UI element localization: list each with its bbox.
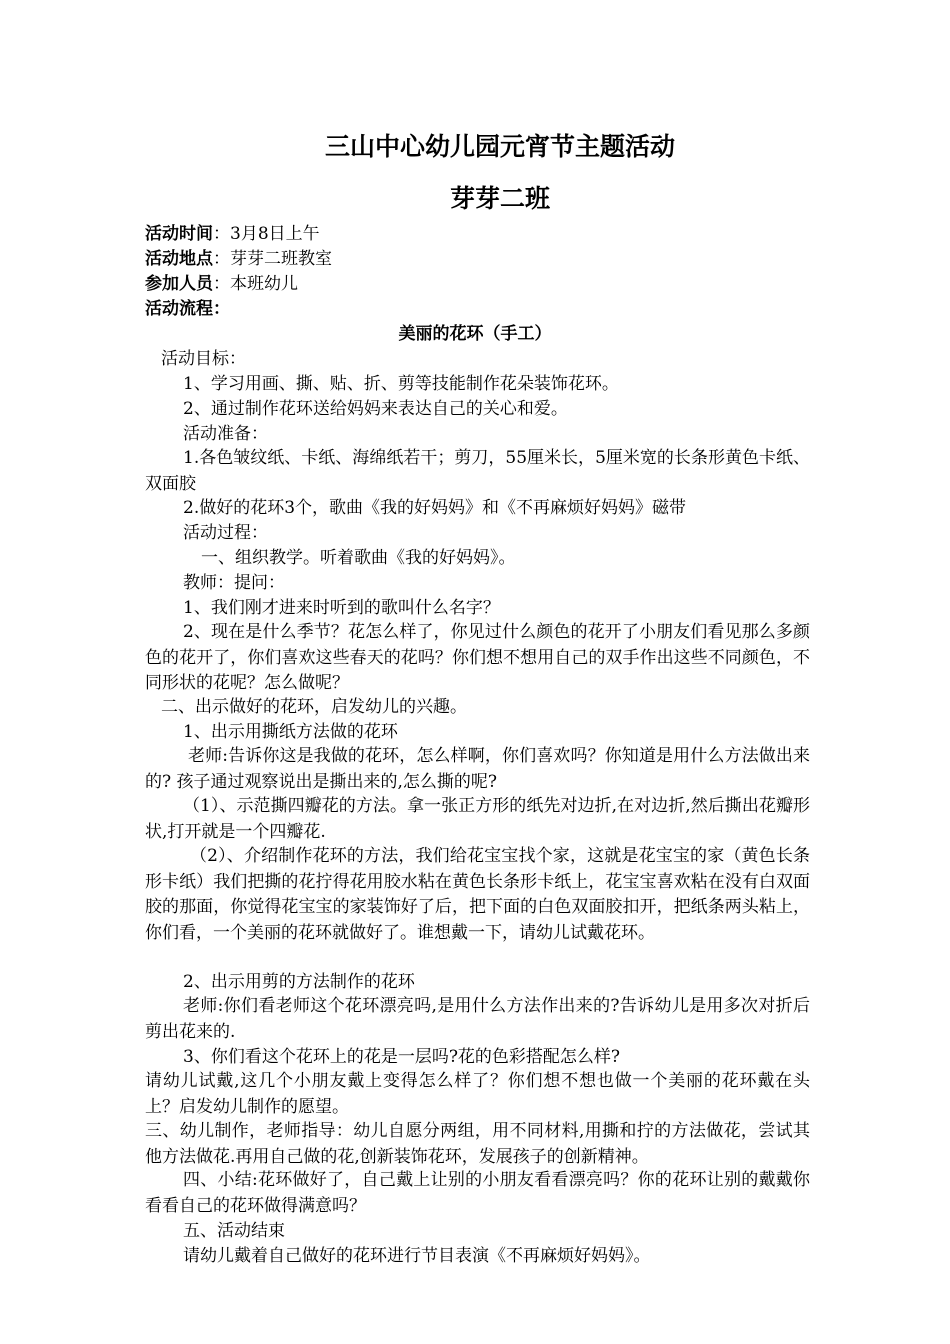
paragraph: 活动准备： — [183, 424, 268, 444]
paragraph: 1、出示用撕纸方法做的花环 — [183, 722, 398, 742]
paragraph: 老师:告诉你这是我做的花环，怎么样啊，你们喜欢吗？你知道是用什么方法做出来的? 孩子通过观察说出是撕出来的,怎么撕的呢? — [145, 746, 810, 792]
paragraph: 1、学习用画、撕、贴、折、剪等技能制作花朵装饰花环。 — [183, 374, 619, 394]
paragraph: 四、小结:花环做好了，自己戴上让别的小朋友看看漂亮吗？你的花环让别的戴戴你看看自己的花环做得满意吗？ — [145, 1170, 810, 1216]
info-process — [145, 297, 825, 322]
paragraph: 1、我们刚才进来时听到的歌叫什么名字？ — [183, 598, 500, 618]
paragraph: 请幼儿戴着自己做好的花环进行节目表演《不再麻烦好妈妈》。 — [183, 1246, 651, 1266]
paragraph: 2、通过制作花环送给妈妈来表达自己的关心和爱。 — [183, 399, 568, 419]
paragraph: 2.做好的花环3个，歌曲《我的好妈妈》和《不再麻烦好妈妈》磁带 — [183, 498, 687, 518]
paragraph: 五、活动结束 — [183, 1221, 285, 1241]
info-time — [145, 222, 825, 247]
paragraph: 1.各色皱纹纸、卡纸、海绵纸若干；剪刀，55厘米长，5厘米宽的长条形黄色卡纸、双面胶 — [145, 448, 810, 494]
paragraph: 活动目标： — [161, 349, 246, 369]
info-label: 参加人员 — [145, 274, 213, 294]
paragraph: （2）、介绍制作花环的方法，我们给花宝宝找个家，这就是花宝宝的家（黄色长条形卡纸）我们把撕的花拧得花用胶水粘在黄色长条形卡纸上，花宝宝喜欢粘在没有白双面胶的那面，你觉得花宝宝的家装饰好了后，把下面的白色双面胶扣开，把纸条两头粘上，你们看，一个美丽的花环就做好了。谁想戴一下，请幼儿试戴花环。 — [145, 846, 810, 943]
section-title: 美丽的花环（手工） — [398, 324, 552, 344]
paragraph: 2、现在是什么季节？花怎么样了，你见过什么颜色的花开了小朋友们看见那么多颜色的花开了，你们喜欢这些春天的花吗？你们想不想用自己的双手作出这些不同颜色，不同形状的花呢？怎么做呢？ — [145, 622, 810, 693]
info-label: 活动流程： — [145, 299, 230, 319]
paragraph: 老师:你们看老师这个花环漂亮吗,是用什么方法作出来的?告诉幼儿是用多次对折后剪出花来的. — [145, 996, 810, 1042]
paragraph: （1）、示范撕四瓣花的方法。拿一张正方形的纸先对边折,在对边折,然后撕出花瓣形状,打开就是一个四瓣花. — [145, 796, 810, 842]
info-place — [145, 247, 825, 272]
document-title: 三山中心幼儿园元宵节主题活动 — [324, 132, 675, 161]
info-value: ：3月8日上午 — [213, 224, 320, 244]
paragraph: 活动过程： — [183, 523, 268, 543]
info-label: 活动时间 — [145, 224, 213, 244]
paragraph: 二、出示做好的花环，启发幼儿的兴趣。 — [161, 697, 467, 717]
info-participants — [145, 272, 825, 297]
paragraph: 请幼儿试戴,这几个小朋友戴上变得怎么样了？你们想不想也做一个美丽的花环戴在头上？启发幼儿制作的愿望。 — [145, 1071, 810, 1117]
paragraph: 3、你们看这个花环上的花是一层吗?花的色彩搭配怎么样? — [183, 1047, 621, 1067]
info-label: 活动地点 — [145, 249, 213, 269]
info-value: ：本班幼儿 — [213, 274, 298, 294]
paragraph: 2、出示用剪的方法制作的花环 — [183, 972, 415, 992]
paragraph: 教师：提问： — [183, 573, 285, 593]
paragraph: 一、组织教学。听着歌曲《我的好妈妈》。 — [201, 548, 516, 568]
info-value: ：芽芽二班教室 — [213, 249, 332, 269]
class-name: 芽芽二班 — [449, 184, 550, 213]
paragraph: 三、幼儿制作，老师指导：幼儿自愿分两组，用不同材料,用撕和拧的方法做花，尝试其他方法做花.再用自己做的花,创新装饰花环，发展孩子的创新精神。 — [145, 1121, 810, 1167]
